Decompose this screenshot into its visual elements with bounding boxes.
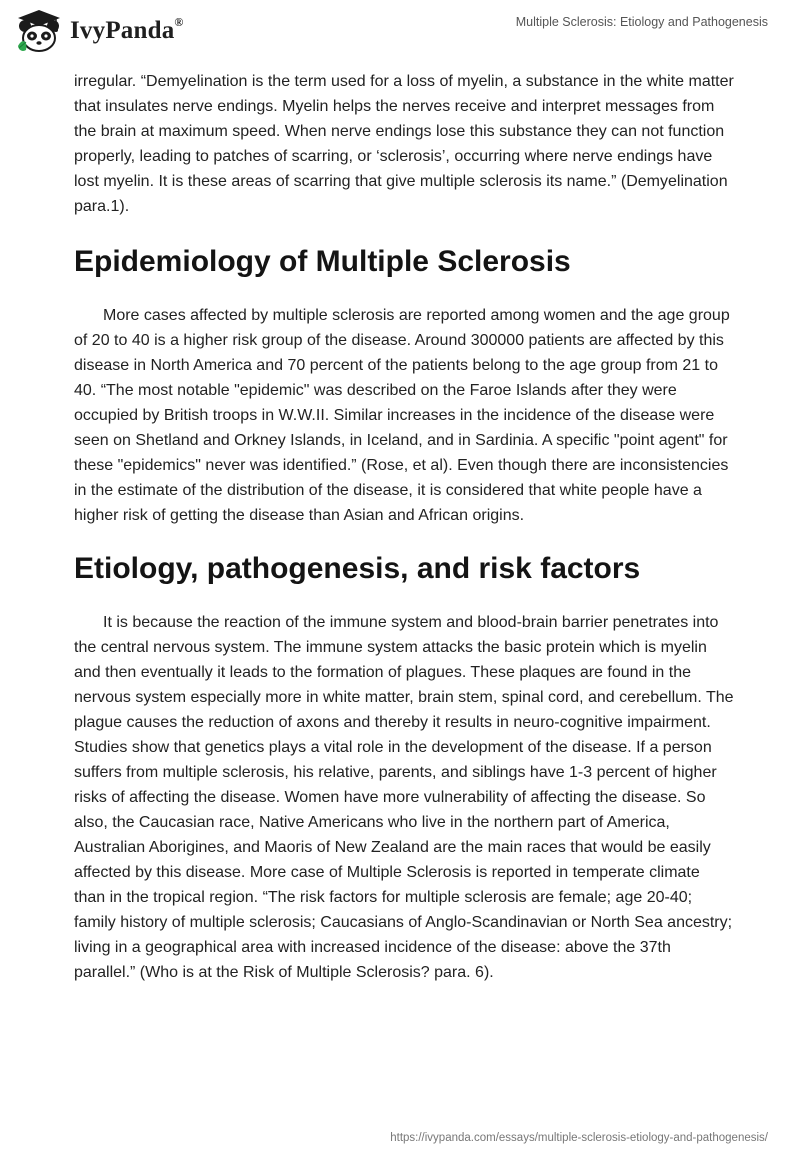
intro-paragraph: irregular. “Demyelination is the term used for a loss of myelin, a substance in the white matter that insulates nerve endings. Myelin helps the nerves receive and interpret messages from the brain at maximum speed. When nerve endings lose this substance they can not function properly, leading to patches of scarring, or ‘sclerosis’, occurring where nerve endings have lost myelin. It is these areas of scarring that give multiple sclerosis its name.” (Demyelination para.1). [74,73,734,215]
source-url[interactable]: https://ivypanda.com/essays/multiple-sclerosis-etiology-and-pathogenesis/ [390,1132,768,1144]
section-heading-etiology: Etiology, pathogenesis, and risk factors [74,552,641,585]
ivypanda-logo[interactable] [14,8,184,54]
panda-graduate-icon [14,8,64,54]
page-header [0,0,800,70]
etiology-paragraph: It is because the reaction of the immune system and blood-brain barrier penetrates into the central nervous system. The immune system attacks the basic protein which is myelin and then eventually it leads to the formation of plagues. These plaques are found in the nervous system especially more in white matter, brain stem, spinal cord, and cerebellum. The plague causes the reduction of axons and thereby it results in neuro-cognitive impairment. Studies show that genetics plays a vital role in the development of the disease. If a person suffers from multiple sclerosis, his relative, parents, and siblings have 1-3 percent of higher risks of affecting the disease. Women have more vulnerability of affecting the disease. So also, the Caucasian race, Native Americans who live in the northern part of America, Australian Aborigines, and Maoris of New Zealand are the main races that would be easily affected by this disease. More case of Multiple Sclerosis is reported in temperate climate than in the tropical region. “The risk factors for multiple sclerosis are female; age 20-40; family history of multiple sclerosis; Caucasians of Anglo-Scandinavian or North Sea ancestry; living in a geographical area with increased incidence of the disease: above the 37th parallel.” (Who is at the Risk of Multiple Sclerosis? para. 6). [74,614,734,981]
section-heading-epidemiology: Epidemiology of Multiple Sclerosis [74,245,571,278]
brand-name: IvyPanda® [70,14,184,44]
epidemiology-paragraph: More cases affected by multiple sclerosis are reported among women and the age group of 20 to 40 is a higher risk group of the disease. Around 300000 patients are affected by this disease in North America and 70 percent of the patients belong to the age group from 21 to 40. “The most notable "epidemic" was described on the Faroe Islands after they were occupied by British troops in W.W.II. Similar increases in the incidence of the disease were seen on Shetland and Orkney Islands, in Iceland, and in Sardinia. A specific "point agent" for these "epidemics" never was identified.” (Rose, et al). Even though there are inconsistencies in the estimate of the distribution of the disease, it is considered that white people have a higher risk of getting the disease than Asian and African origins. [74,307,730,524]
document-title: Multiple Sclerosis: Etiology and Pathogenesis [515,15,768,29]
essay-content [74,69,734,985]
